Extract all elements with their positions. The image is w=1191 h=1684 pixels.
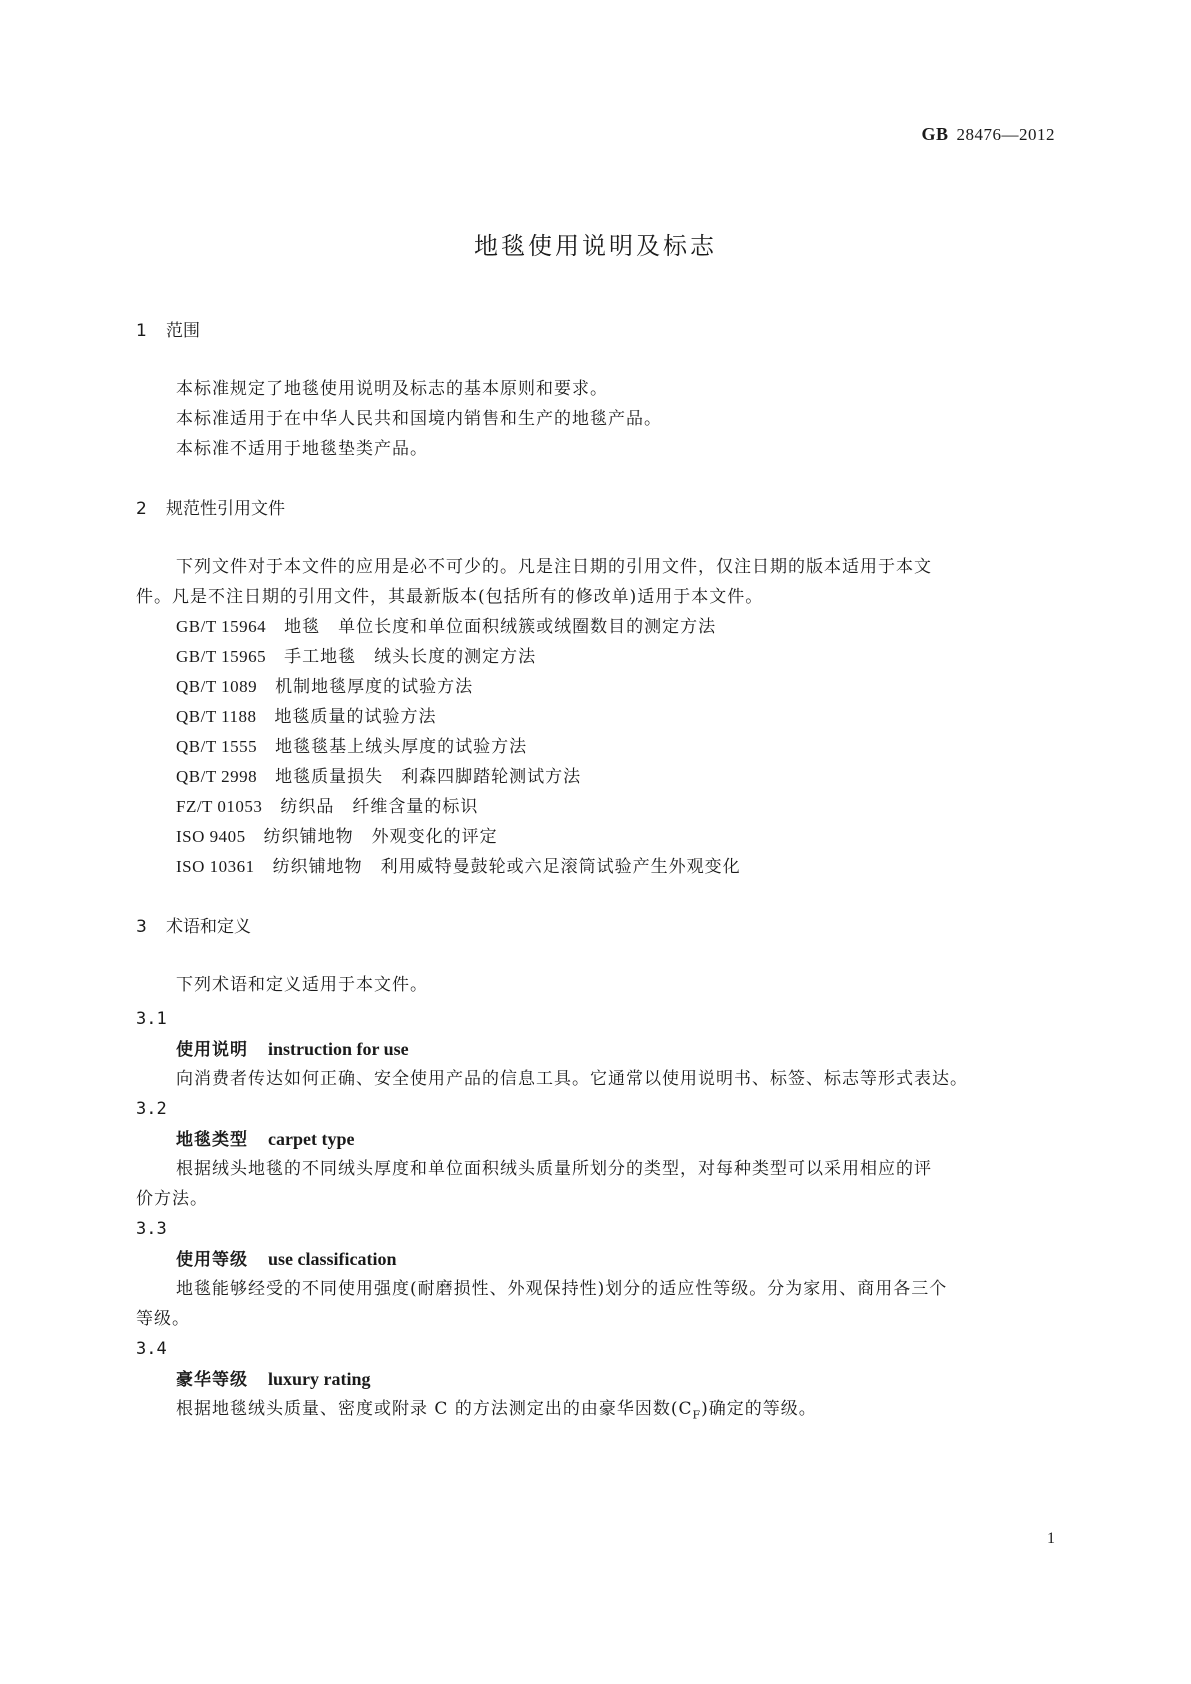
term-definition: 向消费者传达如何正确、安全使用产品的信息工具。它通常以使用说明书、标签、标志等形式表达。 bbox=[176, 1069, 968, 1089]
term-heading: 豪华等级 luxury rating bbox=[176, 1369, 371, 1390]
term-definition-cont: 价方法。 bbox=[136, 1189, 208, 1209]
term-definition: 根据地毯绒头质量、密度或附录 C 的方法测定出的由豪华因数$(C_F)$确定的等级。 bbox=[176, 1399, 817, 1422]
reference-item: ISO 10361 纺织铺地物 利用威特曼鼓轮或六足滚筒试验产生外观变化 bbox=[176, 857, 741, 877]
std-number bbox=[921, 124, 1055, 145]
reference-item: QB/T 1089 机制地毯厚度的试验方法 bbox=[176, 677, 474, 697]
section-1-para: 本标准不适用于地毯垫类产品。 bbox=[176, 439, 428, 459]
term-heading: 使用等级 use classification bbox=[176, 1249, 397, 1270]
term-heading: 地毯类型 carpet type bbox=[176, 1129, 355, 1150]
section-2-intro-cont: 件。凡是不注日期的引用文件，其最新版本(包括所有的修改单)适用于本文件。 bbox=[136, 587, 764, 607]
section-1-heading: 1 范围 bbox=[136, 321, 200, 341]
term-definition-cont: 等级。 bbox=[136, 1309, 190, 1329]
section-2-intro: 下列文件对于本文件的应用是必不可少的。凡是注日期的引用文件，仅注日期的版本适用于本文 bbox=[176, 557, 932, 577]
page-number: 1 bbox=[1047, 1530, 1055, 1547]
section-2-heading: 2 规范性引用文件 bbox=[136, 499, 285, 519]
term-definition: 根据绒头地毯的不同绒头厚度和单位面积绒头质量所划分的类型，对每种类型可以采用相应的评 bbox=[176, 1159, 932, 1179]
reference-item: FZ/T 01053 纺织品 纤维含量的标识 bbox=[176, 797, 479, 817]
reference-item: QB/T 2998 地毯质量损失 利森四脚踏轮测试方法 bbox=[176, 767, 582, 787]
std-code: 28476—2012 bbox=[956, 125, 1055, 144]
clause-number: 3.2 bbox=[136, 1099, 167, 1119]
term-heading: 使用说明 instruction for use bbox=[176, 1039, 409, 1060]
reference-item: GB/T 15964 地毯 单位长度和单位面积绒簇或绒圈数目的测定方法 bbox=[176, 617, 717, 637]
section-3-heading: 3 术语和定义 bbox=[136, 917, 251, 937]
document-title: 地毯使用说明及标志 bbox=[474, 232, 717, 260]
section-1-para: 本标准规定了地毯使用说明及标志的基本原则和要求。 bbox=[176, 379, 608, 399]
reference-item: ISO 9405 纺织铺地物 外观变化的评定 bbox=[176, 827, 498, 847]
std-prefix: GB bbox=[921, 124, 949, 144]
reference-item: QB/T 1188 地毯质量的试验方法 bbox=[176, 707, 437, 727]
term-definition: 地毯能够经受的不同使用强度(耐磨损性、外观保持性)划分的适应性等级。分为家用、商用各三个 bbox=[176, 1279, 948, 1299]
clause-number: 3.4 bbox=[136, 1339, 167, 1359]
clause-number: 3.1 bbox=[136, 1009, 167, 1029]
section-3-intro: 下列术语和定义适用于本文件。 bbox=[176, 975, 428, 995]
reference-item: QB/T 1555 地毯毯基上绒头厚度的试验方法 bbox=[176, 737, 528, 757]
section-1-para: 本标准适用于在中华人民共和国境内销售和生产的地毯产品。 bbox=[176, 409, 662, 429]
clause-number: 3.3 bbox=[136, 1219, 167, 1239]
reference-item: GB/T 15965 手工地毯 绒头长度的测定方法 bbox=[176, 647, 537, 667]
